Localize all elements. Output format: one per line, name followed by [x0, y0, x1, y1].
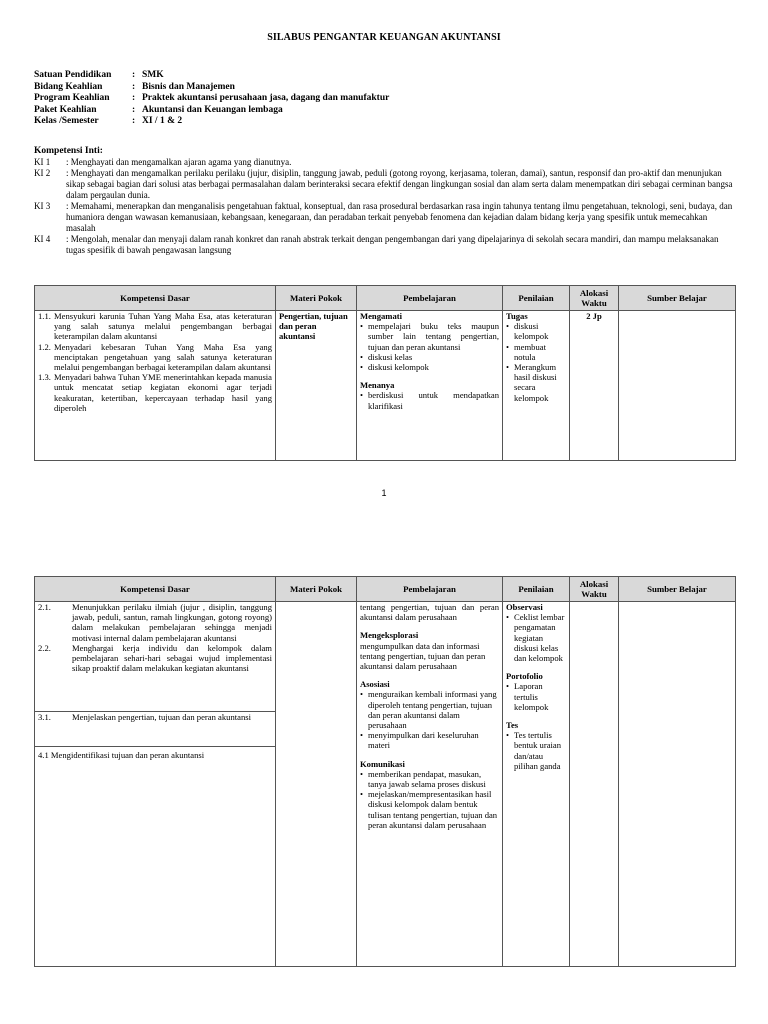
- header-materi-pokok: Materi Pokok: [276, 286, 357, 311]
- syllabus-table-2: [34, 576, 736, 967]
- header-alokasi-waktu: Alokasi Waktu: [570, 577, 619, 602]
- list-item: • memberikan pendapat, masukan, tanya jawab selama proses diskusi: [360, 769, 499, 789]
- pembelajaran-cell: [357, 311, 503, 461]
- kd-cell: [35, 311, 276, 461]
- kd-text: Mensyukuri karunia Tuhan Yang Maha Esa, atas keteraturan yang salah satunya melalui pengembangan berbagai keterampilan dalam akuntansi: [54, 311, 272, 342]
- ki-code: KI 3: [34, 201, 51, 211]
- kd-text: Menyadari kebesaran Tuhan Yang Maha Esa yang menciptakan pengetahuan yang salah satunya keteraturan melalui pengembangan berbagai keterampilan dalam akuntansi: [54, 341, 272, 373]
- syllabus-table-1: [34, 285, 736, 461]
- identity-value: Akuntansi dan Keuangan lembaga: [142, 104, 283, 115]
- alokasi-value: 2 Jp: [586, 311, 602, 321]
- list-item: • mempelajari buku teks maupun sumber lain tentang pengertian, tujuan dan peran akuntansi: [360, 321, 499, 352]
- activity-list: [360, 769, 499, 830]
- kd-item: [38, 342, 272, 373]
- kd-number: 2.1.: [38, 602, 51, 612]
- ki-item: [34, 201, 734, 234]
- header-alokasi-waktu: Alokasi Waktu: [570, 286, 619, 311]
- kd-cell: [35, 602, 276, 712]
- materi-text: Pengertian, tujuan dan peran akuntansi: [279, 311, 348, 342]
- penilaian-cell: [503, 602, 570, 967]
- assessment-heading: Tes: [506, 720, 519, 731]
- header-penilaian: Penilaian: [503, 286, 570, 311]
- kd-number: 1.1.: [38, 311, 51, 321]
- table-header-row: [35, 577, 736, 602]
- header-penilaian: Penilaian: [503, 577, 570, 602]
- list-item: • menguraikan kembali informasi yang diperoleh tentang pengertian, tujuan dan peran akuntansi dalam perusahaan: [360, 689, 499, 730]
- header-sumber-belajar: Sumber Belajar: [619, 286, 736, 311]
- kd-text: Menghargai kerja individu dan kelompok dalam pembelajaran sehari-hari sebagai wujud implementasi sikap proaktif dalam melakukan kegiatan akuntansi: [72, 642, 272, 674]
- list-item: • membuat notula: [506, 342, 566, 362]
- ki-code: KI 4: [34, 234, 51, 244]
- kd-number: 3.1.: [38, 712, 51, 722]
- activity-heading: Menanya: [360, 380, 395, 391]
- header-kompetensi-dasar: Kompetensi Dasar: [35, 577, 276, 602]
- kd-cell: [35, 712, 276, 747]
- header-sumber-belajar: Sumber Belajar: [619, 577, 736, 602]
- list-item: • Merangkum hasil diskusi secara kelompok: [506, 362, 566, 403]
- list-item: • berdiskusi untuk mendapatkan klarifikasi: [360, 390, 499, 410]
- sumber-cell: [619, 311, 736, 461]
- table-row: [35, 311, 736, 461]
- table-row: [35, 602, 736, 712]
- materi-cell: [276, 602, 357, 967]
- list-item: • Ceklist lembar pengamatan kegiatan diskusi kelas dan kelompok: [506, 612, 566, 663]
- sumber-cell: [619, 602, 736, 967]
- kd-item: [38, 372, 272, 413]
- kd-number: 2.2.: [38, 642, 51, 653]
- identity-label: Bidang Keahlian: [34, 81, 103, 92]
- materi-cell: [276, 311, 357, 461]
- identity-label: Program Keahlian: [34, 93, 110, 103]
- list-item: • diskusi kelompok: [360, 362, 499, 372]
- penilaian-cell: [503, 311, 570, 461]
- kd-item: [38, 602, 272, 643]
- identity-separator: :: [132, 93, 136, 103]
- alokasi-cell: [570, 602, 619, 967]
- ki-heading: Kompetensi Inti:: [34, 146, 103, 156]
- ki-item: [34, 234, 734, 256]
- alokasi-cell: [570, 311, 619, 461]
- kd-text: Menunjukkan perilaku ilmiah (jujur , disiplin, tanggung jawab, peduli, santun, ramah lingkungan, gotong royong) dalam melakukan pembelajaran sehingga menjadi motivasi internal dalam pembelajaran akuntansi: [72, 602, 272, 643]
- ki-item: [34, 157, 734, 168]
- activity-heading: Mengamati: [360, 311, 403, 321]
- list-item: • mejelaskan/mempresentasikan hasil diskusi kelompok dalam bentuk tulisan tentang pengertian, tujuan dan peran akuntansi dalam perusahaan: [360, 789, 499, 830]
- identity-separator: :: [132, 104, 136, 115]
- identity-separator: :: [132, 70, 136, 80]
- header-materi-pokok: Materi Pokok: [276, 577, 357, 602]
- identity-row: [34, 105, 389, 117]
- ki-text: : Menghayati dan mengamalkan ajaran agama yang dianutnya.: [66, 157, 292, 167]
- activity-text: mengumpulkan data dan informasi tentang pengertian, tujuan dan peran akuntansi dalam perusahaan: [360, 640, 486, 672]
- list-item: • menyimpulkan dari keseluruhan materi: [360, 730, 499, 750]
- assessment-list: [506, 321, 566, 403]
- ki-text: : Memahami, menerapkan dan menganalisis pengetahuan faktual, konseptual, dan rasa prosedural berdasarkan rasa ingin tahunya tentang ilmu pengetahuan, teknologi, seni, budaya, dan humaniora dengan wawasan kemanusiaan, kebangsaan, kenegaraan, dan peradaban terkait penyebab fenomena dan kejadian dalam bidang kerja yang spesifik untuk memecahkan masalah: [66, 201, 733, 233]
- header-pembelajaran: Pembelajaran: [357, 577, 503, 602]
- assessment-list: [506, 730, 566, 771]
- assessment-list: [506, 681, 566, 712]
- identity-value: XI / 1 & 2: [142, 116, 183, 126]
- identity-row: [34, 82, 389, 94]
- table-header-row: [35, 286, 736, 311]
- identity-row: [34, 116, 389, 128]
- identity-value: SMK: [142, 70, 164, 80]
- list-item: • Tes tertulis bentuk uraian dan/atau pilihan ganda: [506, 730, 566, 771]
- kd-text: Menjelaskan pengertian, tujuan dan peran akuntansi: [72, 712, 251, 722]
- activity-heading: Komunikasi: [360, 758, 405, 769]
- ki-item: [34, 168, 734, 201]
- kd-cell: [35, 747, 276, 967]
- identity-value: Bisnis dan Manajemen: [142, 81, 235, 92]
- assessment-heading: Portofolio: [506, 671, 543, 682]
- activity-text: tentang pengertian, tujuan dan peran akuntansi dalam perusahaan: [360, 602, 499, 623]
- activity-list: [360, 321, 499, 372]
- assessment-heading: Observasi: [506, 602, 543, 612]
- kd-text: Menyadari bahwa Tuhan YME menerintahkan kepada manusia untuk mencatat setiap kegiatan ekonomi agar terjadi keakuratan, ketertiban, kepercayaan terhadap hasil yang diperoleh: [54, 372, 272, 413]
- activity-list: [360, 390, 499, 410]
- ki-text: : Mengolah, menalar dan menyaji dalam ranah konkret dan ranah abstrak terkait dengan pengembangan dari yang dipelajarinya di sekolah secara mandiri, dan mampu melaksanakan tugas spesifik di bawah pengawasan langsung: [66, 234, 719, 255]
- activity-heading: Asosiasi: [360, 679, 390, 690]
- identity-separator: :: [132, 81, 136, 92]
- ki-code: KI 2: [34, 168, 51, 178]
- identity-row: [34, 70, 389, 82]
- header-pembelajaran: Pembelajaran: [357, 286, 503, 311]
- kd-number: 1.2.: [38, 341, 51, 352]
- kd-item: [38, 311, 272, 342]
- kd-number: 1.3.: [38, 372, 51, 383]
- identity-label: Satuan Pendidikan: [34, 70, 112, 80]
- identity-label: Paket Keahlian: [34, 104, 97, 115]
- kd-text: 4.1 Mengidentifikasi tujuan dan peran akuntansi: [38, 750, 205, 760]
- header-kompetensi-dasar: Kompetensi Dasar: [35, 286, 276, 311]
- ki-code: KI 1: [34, 157, 51, 167]
- ki-text: : Menghayati dan mengamalkan perilaku perilaku (jujur, disiplin, tanggung jawab, peduli (gotong royong, kerjasama, toleran, damai), santun, responsif dan pro-aktif dan menunjukan sikap sebagai bagian dari solusi atas berbagai permasalahan dalam berinteraksi secara efektif dengan lingkungan sosial dan alam serta dalam menempatkan diri sebagai cerminan bangsa dalam pergaulan dunia.: [66, 168, 733, 200]
- identity-value: Praktek akuntansi perusahaan jasa, dagang dan manufaktur: [142, 93, 390, 103]
- list-item: • diskusi kelompok: [506, 321, 566, 341]
- kd-item: [38, 643, 272, 674]
- pembelajaran-cell: [357, 602, 503, 967]
- identity-row: [34, 93, 389, 105]
- ki-list: [34, 157, 734, 256]
- kd-item: [38, 712, 272, 722]
- list-item: • diskusi kelas: [360, 352, 499, 362]
- activity-list: [360, 689, 499, 750]
- identity-block: [34, 70, 389, 128]
- list-item: • Laporan tertulis kelompok: [506, 681, 566, 712]
- assessment-heading: Tugas: [506, 311, 528, 321]
- page-number: 1: [381, 488, 387, 498]
- identity-separator: :: [132, 116, 136, 126]
- identity-label: Kelas /Semester: [34, 116, 99, 126]
- assessment-list: [506, 612, 566, 663]
- activity-heading: Mengeksplorasi: [360, 630, 419, 641]
- document-title: SILABUS PENGANTAR KEUANGAN AKUNTANSI: [267, 32, 501, 43]
